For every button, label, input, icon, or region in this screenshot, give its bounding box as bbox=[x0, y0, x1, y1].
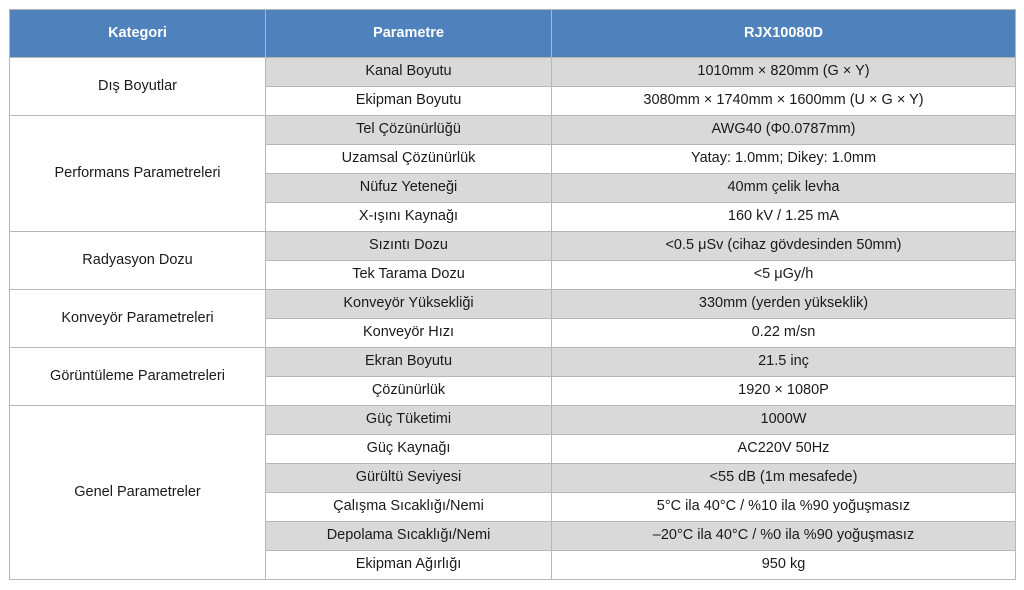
value-cell: 21.5 inç bbox=[552, 348, 1016, 377]
value-cell: –20°C ila 40°C / %0 ila %90 yoğuşmasız bbox=[552, 522, 1016, 551]
parameter-cell: Konveyör Yüksekliği bbox=[266, 290, 552, 319]
parameter-cell: Kanal Boyutu bbox=[266, 58, 552, 87]
value-cell: AWG40 (Φ0.0787mm) bbox=[552, 116, 1016, 145]
value-cell: 1010mm × 820mm (G × Y) bbox=[552, 58, 1016, 87]
table-row bbox=[10, 406, 1016, 435]
value-cell: 330mm (yerden yükseklik) bbox=[552, 290, 1016, 319]
parameter-cell: Uzamsal Çözünürlük bbox=[266, 145, 552, 174]
value-cell: <5 μGy/h bbox=[552, 261, 1016, 290]
header-model: RJX10080D bbox=[552, 10, 1016, 58]
header-row bbox=[10, 10, 1016, 58]
category-cell: Genel Parametreler bbox=[10, 406, 266, 580]
parameter-cell: X-ışını Kaynağı bbox=[266, 203, 552, 232]
parameter-cell: Depolama Sıcaklığı/Nemi bbox=[266, 522, 552, 551]
value-cell: 950 kg bbox=[552, 551, 1016, 580]
parameter-cell: Gürültü Seviyesi bbox=[266, 464, 552, 493]
parameter-cell: Güç Tüketimi bbox=[266, 406, 552, 435]
header-parameter: Parametre bbox=[266, 10, 552, 58]
table-header bbox=[10, 10, 1016, 58]
category-cell: Radyasyon Dozu bbox=[10, 232, 266, 290]
parameter-cell: Ekipman Ağırlığı bbox=[266, 551, 552, 580]
category-cell: Görüntüleme Parametreleri bbox=[10, 348, 266, 406]
table-body bbox=[10, 58, 1016, 580]
value-cell: 0.22 m/sn bbox=[552, 319, 1016, 348]
value-cell: 3080mm × 1740mm × 1600mm (U × G × Y) bbox=[552, 87, 1016, 116]
spec-table bbox=[9, 9, 1016, 580]
value-cell: 5°C ila 40°C / %10 ila %90 yoğuşmasız bbox=[552, 493, 1016, 522]
parameter-cell: Ekran Boyutu bbox=[266, 348, 552, 377]
value-cell: Yatay: 1.0mm; Dikey: 1.0mm bbox=[552, 145, 1016, 174]
value-cell: AC220V 50Hz bbox=[552, 435, 1016, 464]
parameter-cell: Çözünürlük bbox=[266, 377, 552, 406]
value-cell: 160 kV / 1.25 mA bbox=[552, 203, 1016, 232]
parameter-cell: Ekipman Boyutu bbox=[266, 87, 552, 116]
parameter-cell: Sızıntı Dozu bbox=[266, 232, 552, 261]
value-cell: <0.5 μSv (cihaz gövdesinden 50mm) bbox=[552, 232, 1016, 261]
table-row bbox=[10, 290, 1016, 319]
header-category: Kategori bbox=[10, 10, 266, 58]
table-row bbox=[10, 232, 1016, 261]
parameter-cell: Güç Kaynağı bbox=[266, 435, 552, 464]
category-cell: Performans Parametreleri bbox=[10, 116, 266, 232]
value-cell: 1920 × 1080P bbox=[552, 377, 1016, 406]
parameter-cell: Konveyör Hızı bbox=[266, 319, 552, 348]
parameter-cell: Çalışma Sıcaklığı/Nemi bbox=[266, 493, 552, 522]
table-row bbox=[10, 58, 1016, 87]
parameter-cell: Tel Çözünürlüğü bbox=[266, 116, 552, 145]
table-row bbox=[10, 116, 1016, 145]
table-row bbox=[10, 348, 1016, 377]
parameter-cell: Nüfuz Yeteneği bbox=[266, 174, 552, 203]
category-cell: Konveyör Parametreleri bbox=[10, 290, 266, 348]
value-cell: <55 dB (1m mesafede) bbox=[552, 464, 1016, 493]
category-cell: Dış Boyutlar bbox=[10, 58, 266, 116]
parameter-cell: Tek Tarama Dozu bbox=[266, 261, 552, 290]
value-cell: 1000W bbox=[552, 406, 1016, 435]
value-cell: 40mm çelik levha bbox=[552, 174, 1016, 203]
